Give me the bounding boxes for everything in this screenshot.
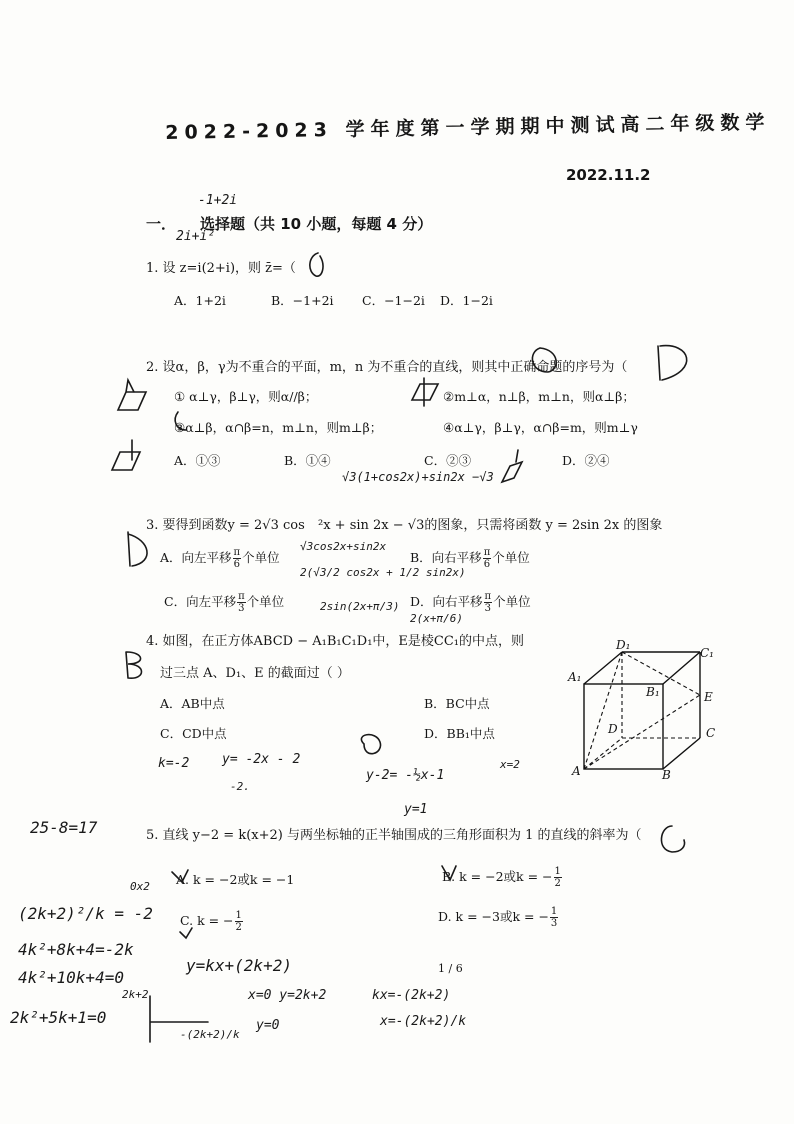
hw-q4-work: k=-2 [158, 756, 190, 771]
q3-answer-mark [128, 532, 147, 566]
q2-option-a: A．①③ [174, 453, 221, 468]
q5-option-d: D. k = −3或k = − $\frac{1}{3}$ [438, 906, 558, 929]
cube-label-b1: B₁ [646, 685, 660, 699]
hw-q5-work: 2k+2 [122, 988, 149, 1001]
q5-option-c: C. k = − $\frac{1}{2}$ [180, 910, 242, 933]
fraction: $\frac{1}{2}$ [554, 866, 561, 889]
hw-q4-work: y= -2x - 2 [222, 752, 301, 767]
plane-sketch-1 [118, 380, 146, 410]
q2-prop-4: ④α⊥γ，β⊥γ，α∩β=m，则m⊥γ [443, 420, 638, 435]
q2-prop-1: ① α⊥γ，β⊥γ，则α//β； [174, 389, 318, 404]
hw-q4-work: y=1 [404, 802, 428, 817]
q4-stem: 4. 如图，在正方体ABCD − A₁B₁C₁D₁中，E是棱CC₁的中点，则 [146, 634, 524, 649]
fraction: $\frac{\pi}{3}$ [484, 591, 492, 614]
plane-sketch-3 [112, 440, 140, 470]
hw-q5-work: 4k²+10k+4=0 [18, 968, 124, 987]
q4-stem-2: 过三点 A、D₁、E 的截面过（ ） [160, 666, 350, 681]
hw-q3-work: 2(√3/2 cos2x + 1/2 sin2x) [300, 566, 466, 579]
hw-note: 2i+i² [176, 229, 216, 244]
q1-option-d: D．1−2i [440, 293, 493, 308]
q5-option-a: A. k = −2或k = −1 [176, 872, 295, 887]
hw-note: -1+2i [198, 193, 238, 208]
q1-option-b: B．−1+2i [271, 293, 334, 308]
q3-stem-a: 3. 要得到函数y = 2√3 cos [146, 518, 305, 533]
q3-stem-b: ²x + sin 2x − √3的图象，只需将函数 y = 2sin 2x 的图象 [318, 518, 663, 533]
cube-label-c: C [706, 726, 716, 740]
hw-q5-work: x=-(2k+2)/k [380, 1014, 467, 1029]
hw-margin-note: 25-8=17 [30, 818, 98, 837]
hw-q4-work: y-2= -½x-1 [366, 768, 445, 783]
q1-option-c: C．−1−2i [362, 293, 425, 308]
page-number: 1 / 6 [438, 962, 463, 975]
q4-answer-mark [126, 652, 142, 678]
q2-answer-mark [658, 346, 687, 380]
q1-stem: 1. 设 z=i(2+i)，则 z̄=（ [146, 261, 296, 276]
q1-option-a: A．1+2i [174, 293, 226, 308]
plane-sketch-4 [502, 450, 522, 482]
fraction: $\frac{1}{3}$ [550, 906, 558, 929]
hw-q2-work: √3(1+cos2x)+sin2x −√3 [342, 470, 494, 484]
cube-label-d: D [608, 722, 618, 736]
q4-option-a: A．AB中点 [160, 696, 225, 711]
hw-q5-work: 4k²+8k+4=-2k [18, 940, 134, 959]
fraction: $\frac{\pi}{6}$ [483, 547, 491, 570]
cube-label-b: B [662, 768, 671, 782]
hw-q3-work: 2(x+π/6) [410, 612, 463, 625]
section-title: 选择题（共 10 小题，每题 4 分） [200, 215, 433, 233]
cube-label-d1: D₁ [616, 638, 631, 652]
section-number: 一． [146, 215, 177, 233]
q5-stem: 5. 直线 y−2 = k(x+2) 与两坐标轴的正半轴围成的三角形面积为 1 的直线的斜率为（ [146, 828, 642, 843]
q3-option-b: B．向右平移 $\frac{\pi}{6}$ 个单位 [410, 547, 530, 570]
q2-option-b: B．①④ [284, 453, 331, 468]
hw-q5-work: 0x2 [130, 880, 150, 893]
fraction: $\frac{1}{2}$ [235, 910, 242, 933]
hw-q5-work: y=0 [256, 1018, 280, 1033]
q5-option-b-strike [442, 866, 456, 880]
q3-option-c: C．向左平移 $\frac{\pi}{3}$ 个单位 [164, 591, 285, 614]
q5-option-c-check [180, 928, 192, 938]
cube-label-a1: A₁ [568, 670, 582, 684]
cube-label-e: E [704, 690, 713, 704]
q5-option-b: B. k = −2或k = − $\frac{1}{2}$ [442, 866, 561, 889]
q2-prop-2: ②m⊥α，n⊥β，m⊥n，则α⊥β； [443, 389, 635, 404]
hw-q4-work: -2. [230, 780, 250, 793]
q4-option-b: B．BC中点 [424, 696, 490, 711]
exam-title: 2022-2023 学年度第一学期期中测试高二年级数学 [165, 111, 771, 144]
hw-q3-work: 2sin(2x+π/3) [320, 600, 400, 613]
cube-label-a: A [572, 764, 581, 778]
q2-option-c: C．②③ [424, 453, 472, 468]
q4-option-d: D．BB₁中点 [424, 726, 495, 741]
q2-prop-3: ③α⊥β，α∩β=n，m⊥n，则m⊥β； [174, 420, 383, 435]
q2-prop3-circle [175, 412, 186, 430]
q5-answer-circle [661, 826, 684, 852]
exam-date: 2022.11.2 [566, 166, 651, 184]
hw-q5-work: x=0 y=2k+2 [248, 988, 327, 1003]
q4-option-c: C．CD中点 [160, 726, 227, 741]
q2-stem: 2. 设α，β，γ为不重合的平面，m，n 为不重合的直线，则其中正确命题的序号为（ [146, 360, 628, 375]
q4-circle-sketch [361, 735, 380, 754]
q1-answer-circle [310, 253, 323, 276]
hw-q5-work: -(2k+2)/k [180, 1028, 240, 1041]
q2-circle [532, 348, 556, 372]
plane-sketch-2 [412, 378, 438, 406]
q5-option-a-strike [172, 870, 188, 882]
hw-q5-work: (2k+2)²/k = -2 [18, 904, 153, 923]
fraction: $\frac{\pi}{6}$ [233, 547, 241, 570]
q3-option-d: D．向右平移 $\frac{\pi}{3}$ 个单位 [410, 591, 531, 614]
cube-label-c1: C₁ [700, 646, 714, 660]
hw-q3-work: √3cos2x+sin2x [300, 540, 387, 553]
fraction: $\frac{\pi}{3}$ [238, 591, 245, 614]
q2-option-d: D．②④ [562, 453, 610, 468]
hw-q5-work: y=kx+(2k+2) [186, 956, 292, 975]
hw-q5-work: 2k²+5k+1=0 [10, 1008, 107, 1027]
hw-q4-work: x=2 [500, 758, 520, 771]
hw-q5-work: kx=-(2k+2) [372, 988, 451, 1003]
q3-option-a: A．向左平移 $\frac{\pi}{6}$ 个单位 [160, 547, 280, 570]
